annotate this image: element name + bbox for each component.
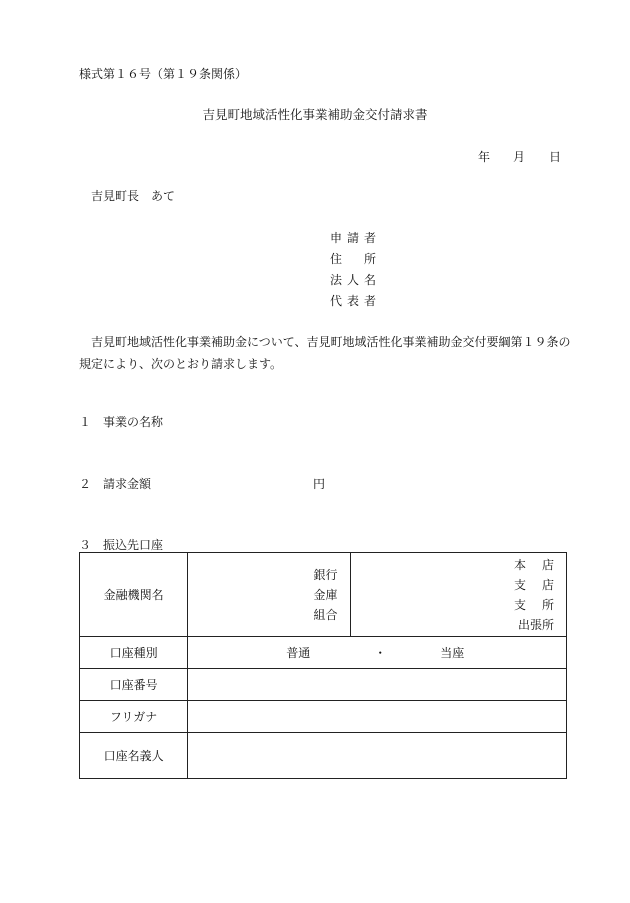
furigana-label: フリガナ	[80, 701, 188, 733]
document-title: 吉見町地域活性化事業補助金交付請求書	[202, 107, 428, 122]
furigana-row	[80, 701, 567, 733]
account-holder-field[interactable]	[188, 733, 567, 779]
account-number-row	[80, 669, 567, 701]
account-heading: ３ 振込先口座	[79, 538, 164, 552]
applicant-corp-name-label: 法 人 名	[330, 273, 376, 287]
date-day-label: 日	[549, 150, 562, 164]
furigana-field[interactable]	[188, 701, 567, 733]
branch-type-sub-branch: 支 所	[514, 597, 554, 612]
branch-type-branch: 支 店	[514, 577, 554, 592]
account-holder-row	[80, 733, 567, 779]
account-type-toza[interactable]: 当座	[440, 645, 465, 660]
form-number: 様式第１６号（第１９条関係）	[79, 67, 248, 81]
applicant-representative-label: 代 表 者	[330, 294, 376, 308]
applicant-label: 申 請 者	[330, 231, 376, 245]
institution-type-bank: 銀行	[313, 567, 338, 582]
account-type-futsu[interactable]: 普通	[286, 645, 311, 660]
institution-type-shinkin: 金庫	[313, 587, 338, 602]
account-type-cell[interactable]	[188, 637, 567, 669]
account-number-label: 口座番号	[80, 669, 188, 701]
date-year-label: 年	[478, 150, 491, 164]
account-type-separator: ・	[374, 645, 387, 660]
date-month-label: 月	[513, 150, 526, 164]
institution-row	[80, 553, 567, 637]
branch-name-cell[interactable]	[350, 553, 566, 637]
branch-type-head-office: 本 店	[514, 557, 554, 572]
addressee: 吉見町長 あて	[91, 189, 176, 203]
institution-type-kumiai: 組合	[313, 607, 338, 622]
account-number-field[interactable]	[188, 669, 567, 701]
branch-type-agency: 出張所	[517, 617, 554, 632]
account-type-row	[80, 637, 567, 669]
bank-account-table	[79, 552, 567, 779]
request-statement: 吉見町地域活性化事業補助金について、吉見町地域活性化事業補助金交付要綱第１９条の規定により、次のとおり請求します。	[79, 335, 571, 371]
account-holder-label: 口座名義人	[80, 733, 188, 779]
amount-label: ２ 請求金額	[79, 477, 152, 491]
applicant-address-label: 住 所	[330, 252, 376, 266]
project-name-label: １ 事業の名称	[79, 415, 164, 429]
account-type-label: 口座種別	[80, 637, 188, 669]
institution-label: 金融機関名	[80, 553, 188, 637]
institution-name-cell[interactable]	[188, 553, 350, 637]
amount-unit: 円	[313, 477, 326, 491]
